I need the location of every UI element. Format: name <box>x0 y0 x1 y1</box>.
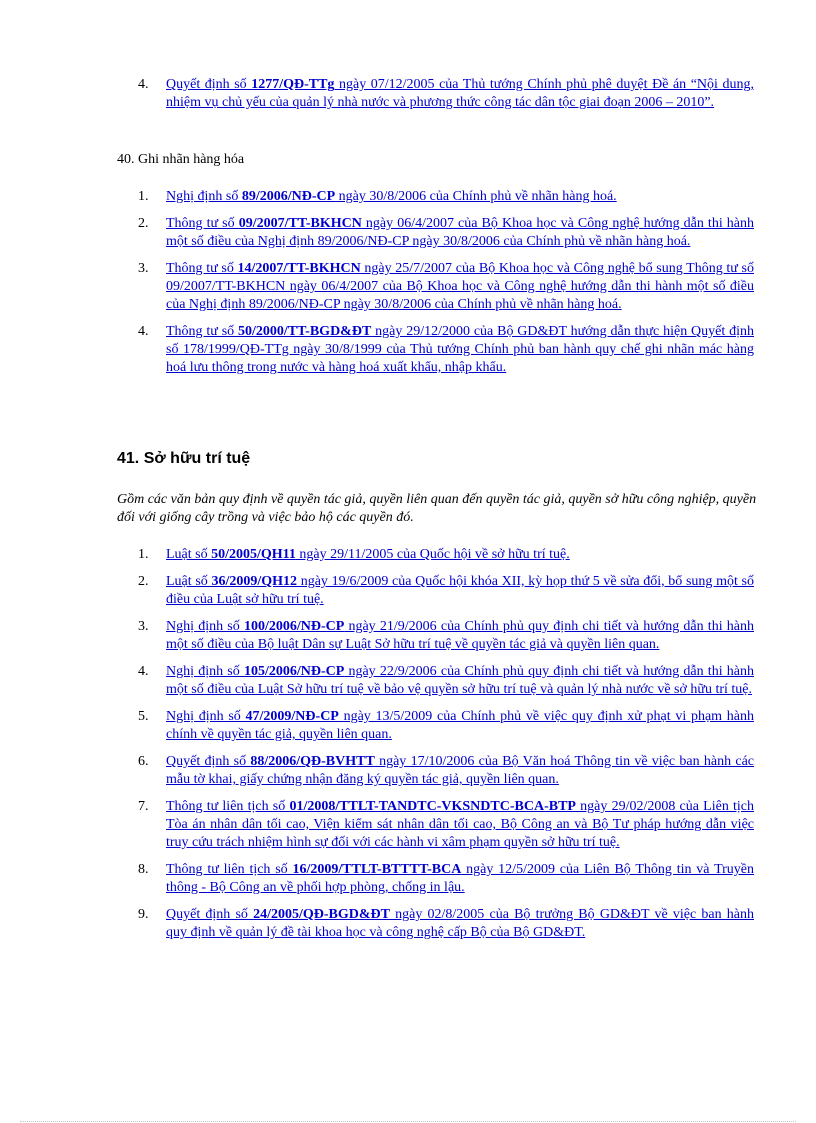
document-link[interactable]: Nghị định số 100/2006/NĐ-CP ngày 21/9/2006 của Chính phủ quy định chi tiết và hướng dẫn thi hành một số điều của Bộ luật Dân sự Luật Sở hữu trí tuệ về quyền tác giả và quyền liên quan. <box>166 619 754 652</box>
document-link[interactable]: Thông tư số 14/2007/TT-BKHCN ngày 25/7/2007 của Bộ Khoa học và Công nghệ bổ sung Thông tư số 09/2007/TT-BKHCN ngày 06/4/2007 của Bộ Khoa học và Công nghệ hướng dẫn thi hành một số điều của Nghị định 89/2006/NĐ-CP ngày 30/8/2006 của Chính phủ về nhãn hàng hoá. <box>166 261 754 312</box>
list-item <box>0 861 816 897</box>
list-item <box>0 663 816 699</box>
document-link[interactable]: Thông tư số 50/2000/TT-BGD&ĐT ngày 29/12/2000 của Bộ GD&ĐT hướng dẫn thực hiện Quyết định số 178/1999/QĐ-TTg ngày 30/8/1999 của Thủ tướng Chính phủ ban hành quy chế ghi nhãn mác hàng hoá lưu thông trong nước và hàng hoá xuất khẩu, nhập khẩu. <box>166 324 754 375</box>
item-number: 6. <box>138 754 149 769</box>
document-link[interactable]: Nghị định số 105/2006/NĐ-CP ngày 22/9/2006 của Chính phủ quy định chi tiết và hướng dẫn thi hành một số điều của Luật Sở hữu trí tuệ về bảo vệ quyền sở hữu trí tuệ và quản lý nhà nước về sở hữu trí tuệ. <box>166 664 754 697</box>
list-item <box>0 906 816 942</box>
item-number: 2. <box>138 574 149 589</box>
item-number: 1. <box>138 189 149 204</box>
document-link[interactable]: Thông tư liên tịch số 16/2009/TTLT-BTTTT-BCA ngày 12/5/2009 của Liên Bộ Thông tin và Truyền thông - Bộ Công an về phối hợp phòng, chống in lậu. <box>166 862 755 895</box>
list-item <box>0 573 816 609</box>
list-item <box>0 76 816 112</box>
item-number: 9. <box>138 907 149 922</box>
page-bottom-divider <box>20 1121 796 1122</box>
document-link[interactable]: Thông tư liên tịch số 01/2008/TTLT-TANDTC-VKSNDTC-BCA-BTP ngày 29/02/2008 của Liên tịch Tòa án nhân dân tối cao, Viện kiểm sát nhân dân tối cao, Bộ Công an và Bộ Tư pháp hướng dẫn việc truy cứu trách nhiệm hình sự đối với các hành vi xâm phạm quyền sở hữu trí tuệ. <box>166 799 754 850</box>
list-item <box>0 215 816 251</box>
list-item <box>0 188 816 206</box>
list-item <box>0 753 816 789</box>
item-number: 3. <box>138 619 149 634</box>
section-41-list <box>0 546 816 942</box>
item-number: 4. <box>138 664 149 679</box>
document-link[interactable]: Quyết định số 88/2006/QĐ-BVHTT ngày 17/10/2006 của Bộ Văn hoá Thông tin về việc ban hành các mẫu tờ khai, giấy chứng nhận đăng ký quyền tác giả, quyền liên quan. <box>166 754 754 787</box>
item-number: 8. <box>138 862 149 877</box>
document-link[interactable]: Nghị định số 89/2006/NĐ-CP ngày 30/8/2006 của Chính phủ về nhãn hàng hoá. <box>166 189 617 204</box>
document-link[interactable]: Quyết định số 1277/QĐ-TTg ngày 07/12/2005 của Thủ tướng Chính phủ phê duyệt Đề án “Nội dung, nhiệm vụ chủ yếu của quản lý nhà nước và phương thức công tác dân tộc giai đoạn 2006 – 2010”. <box>166 77 754 110</box>
item-number: 5. <box>138 709 149 724</box>
document-link[interactable]: Thông tư số 09/2007/TT-BKHCN ngày 06/4/2007 của Bộ Khoa học và Công nghệ hướng dẫn thi hành một số điều của Nghị định 89/2006/NĐ-CP ngày 30/8/2006 của Chính phủ về nhãn hàng hoá. <box>166 216 754 249</box>
list-item <box>0 618 816 654</box>
document-link[interactable]: Luật số 36/2009/QH12 ngày 19/6/2009 của Quốc hội khóa XII, kỳ họp thứ 5 về sửa đổi, bổ sung một số điều của Luật sở hữu trí tuệ. <box>166 574 754 607</box>
list-item <box>0 260 816 314</box>
document-link[interactable]: Quyết định số 24/2005/QĐ-BGD&ĐT ngày 02/8/2005 của Bộ trưởng Bộ GD&ĐT về việc ban hành quy định về quản lý đề tài khoa học và công nghệ cấp Bộ của Bộ GD&ĐT. <box>166 907 754 940</box>
list-item <box>0 323 816 377</box>
item-number: 3. <box>138 261 149 276</box>
document-link[interactable]: Luật số 50/2005/QH11 ngày 29/11/2005 của Quốc hội về sở hữu trí tuệ. <box>166 547 570 562</box>
list-item <box>0 798 816 852</box>
section-40-title: 40. Ghi nhãn hàng hóa <box>117 152 245 167</box>
prev-section-list <box>0 76 816 112</box>
section-41-intro: Gồm các văn bản quy định về quyền tác giả, quyền liên quan đến quyền tác giả, quyền sở hữu công nghiệp, quyền đối với giống cây trồng và việc bảo hộ các quyền đó. <box>117 492 757 525</box>
document-link[interactable]: Nghị định số 47/2009/NĐ-CP ngày 13/5/2009 của Chính phủ về việc quy định xử phạt vi phạm hành chính về quyền tác giả, quyền liên quan. <box>166 709 755 742</box>
item-number: 2. <box>138 216 149 231</box>
item-number: 1. <box>138 547 149 562</box>
item-number: 7. <box>138 799 149 814</box>
item-number: 4. <box>138 324 149 339</box>
list-item <box>0 708 816 744</box>
section-40-list <box>0 188 816 377</box>
section-41-heading: 41. Sở hữu trí tuệ <box>117 450 251 467</box>
list-item <box>0 546 816 564</box>
item-number: 4. <box>138 77 149 92</box>
